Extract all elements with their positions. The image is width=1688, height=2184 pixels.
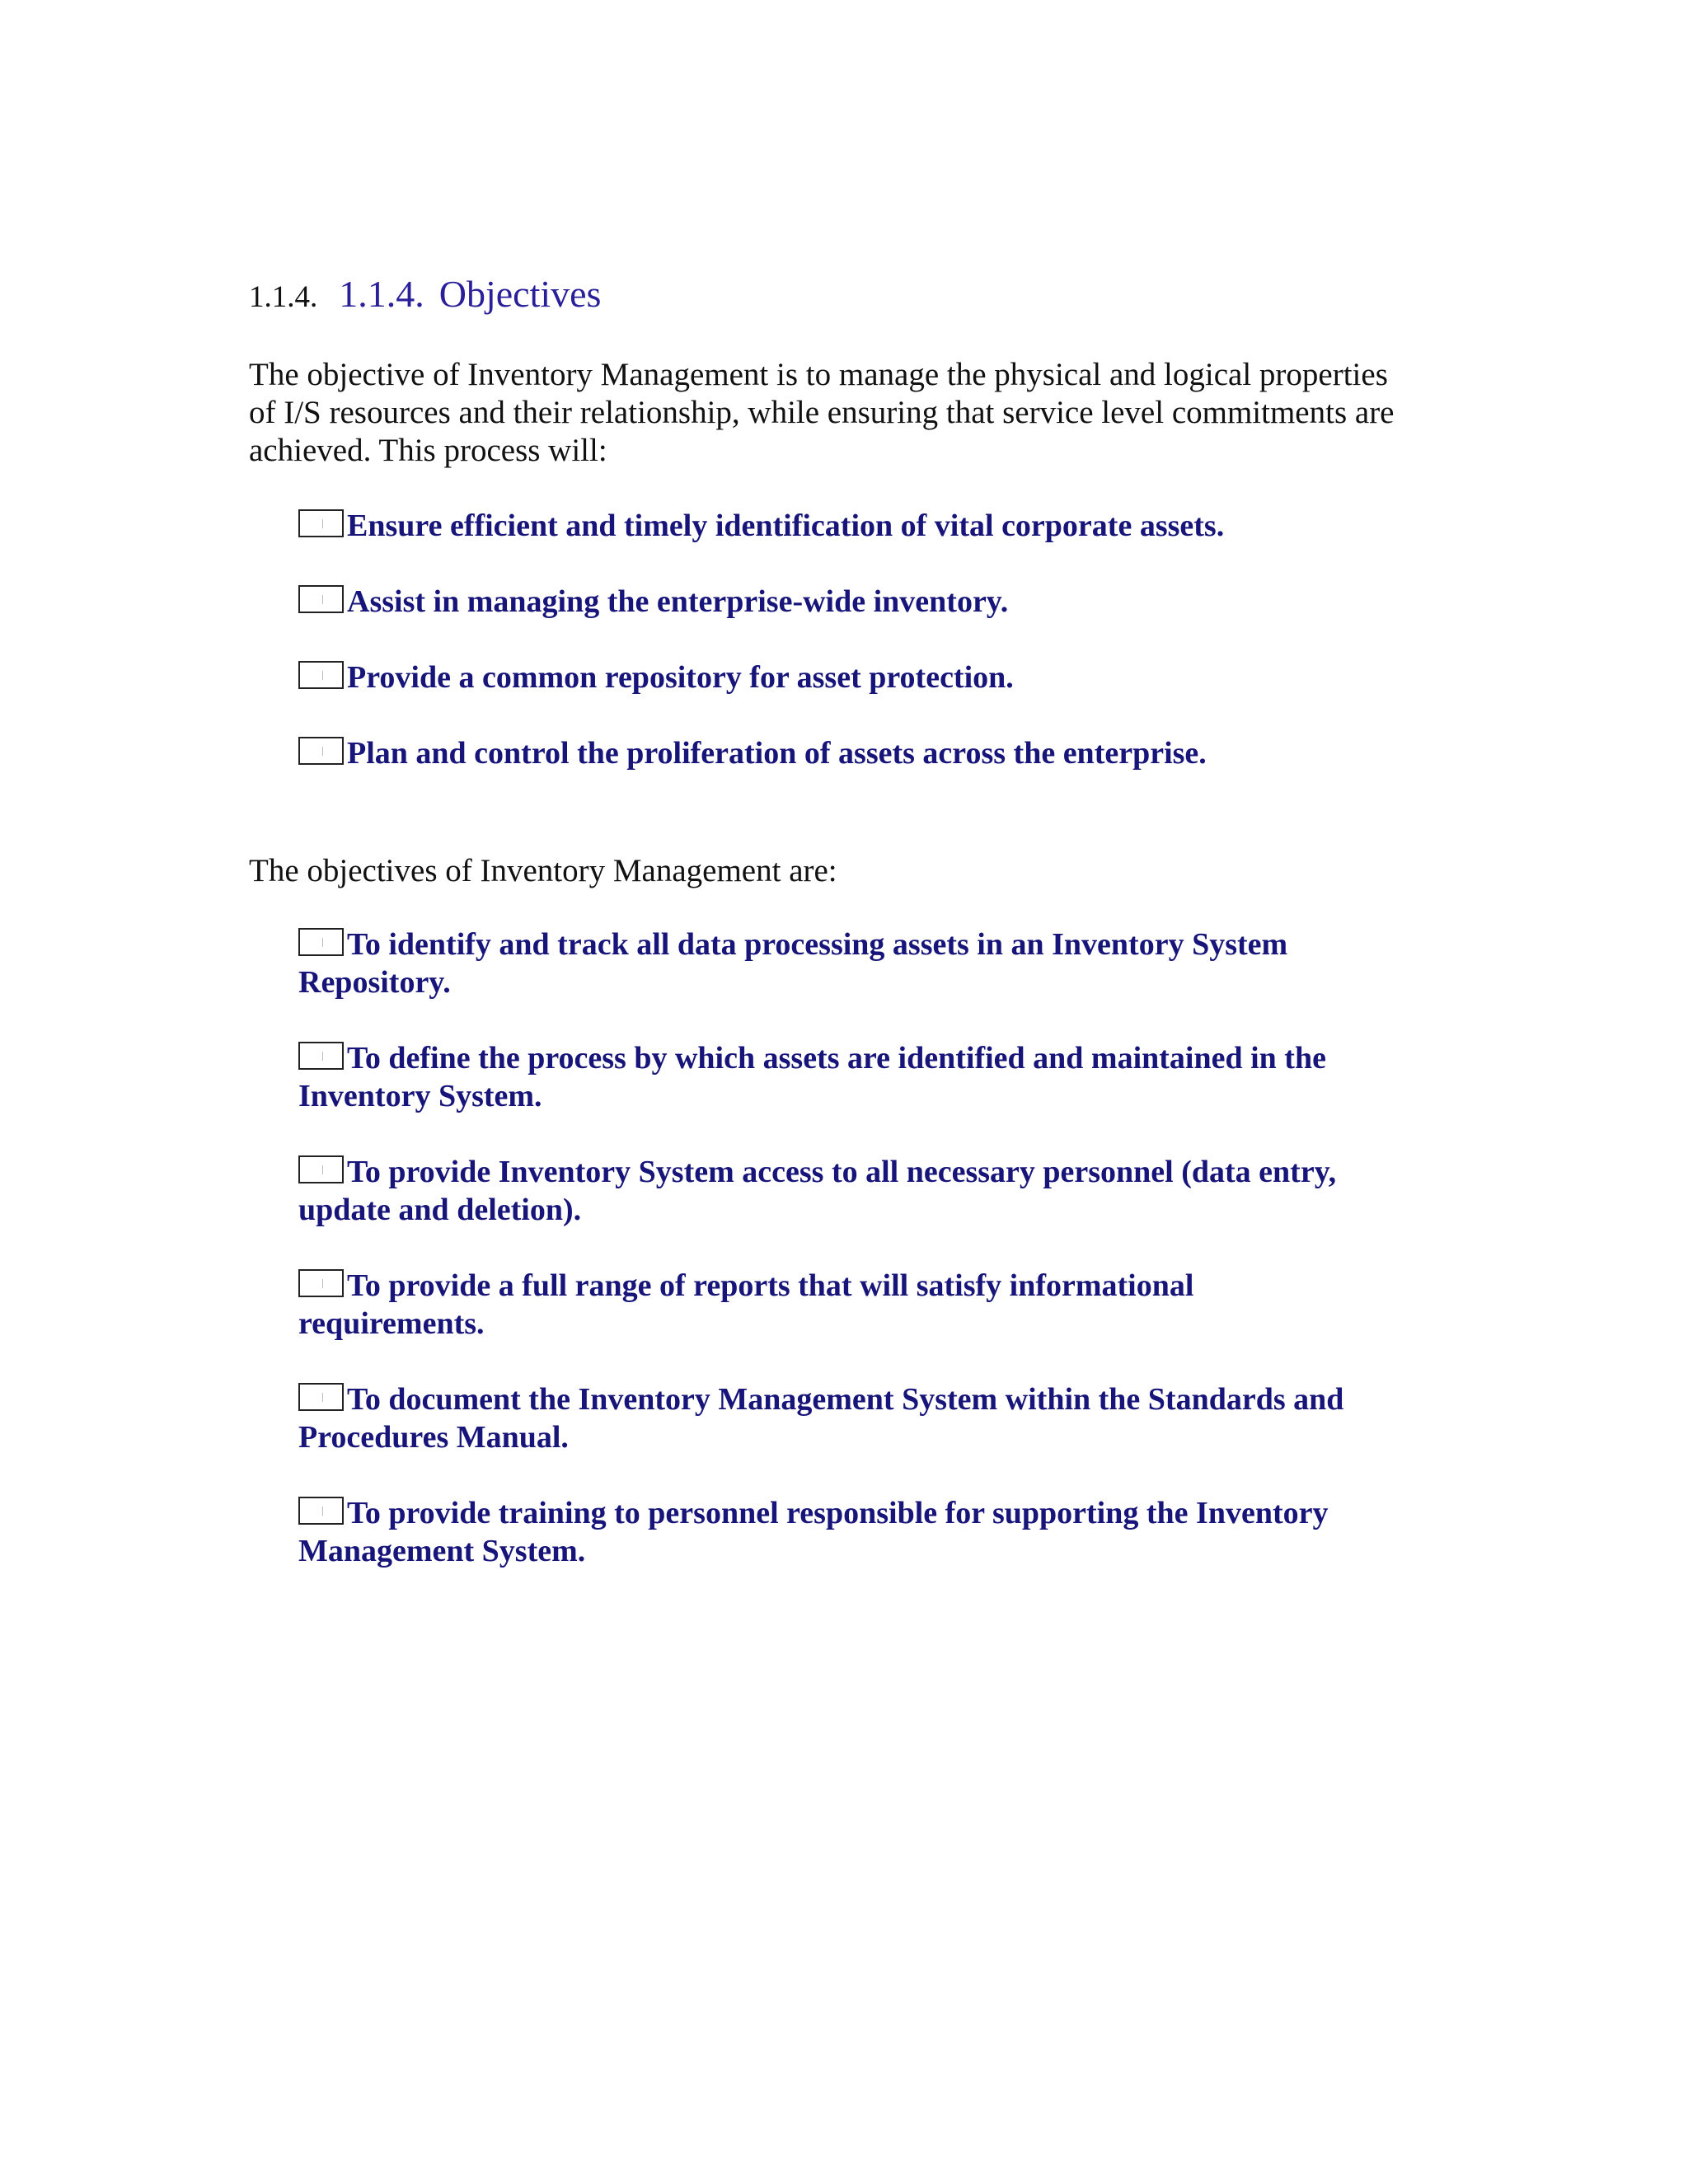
bullet-box-icon xyxy=(298,928,344,956)
intro-line: The objective of Inventory Management is to manage the physical and logical properties xyxy=(249,357,1388,392)
objective-item-text: To provide a full range of reports that will satisfy informational xyxy=(347,1268,1194,1303)
bullet-box-icon xyxy=(298,1269,344,1297)
bullet-box-icon xyxy=(298,509,344,537)
objective-item-text: To define the process by which assets are identified and maintained in the xyxy=(347,1041,1326,1076)
bullet-box-icon xyxy=(298,1155,344,1183)
bullet-box-icon xyxy=(298,1497,344,1525)
bullet-box-icon xyxy=(298,1042,344,1070)
bullet-box-icon xyxy=(298,737,344,765)
process-item xyxy=(298,507,1224,545)
process-item xyxy=(298,734,1207,772)
section-number: 1.1.4. xyxy=(339,273,424,315)
process-item-text: Ensure efficient and timely identification of vital corporate assets. xyxy=(347,509,1225,543)
objective-item-text: Inventory System. xyxy=(298,1079,542,1113)
process-item-text: Assist in managing the enterprise-wide inventory. xyxy=(347,584,1009,619)
objective-item-text: update and deletion). xyxy=(298,1193,582,1227)
intro-line: achieved. This process will: xyxy=(249,433,607,468)
section-heading xyxy=(249,272,601,316)
objective-item xyxy=(298,1494,1328,1570)
objectives-intro xyxy=(249,852,1452,890)
section-number-label: 1.1.4. xyxy=(249,280,318,314)
objectives-intro-text: The objectives of Inventory Management are: xyxy=(249,853,837,888)
objective-item-text: Procedures Manual. xyxy=(298,1420,569,1455)
process-item xyxy=(298,658,1014,696)
objective-item xyxy=(298,1380,1343,1456)
section-title: Objectives xyxy=(438,273,602,315)
objective-item-text: Repository. xyxy=(298,965,451,1000)
bullet-box-icon xyxy=(298,585,344,613)
process-item-text: Plan and control the proliferation of assets across the enterprise. xyxy=(347,736,1207,771)
objective-item xyxy=(298,926,1287,1001)
objective-item xyxy=(298,1153,1336,1229)
bullet-box-icon xyxy=(298,661,344,689)
objective-item-text: To document the Inventory Management System within the Standards and xyxy=(347,1382,1344,1417)
objective-item-text: Management System. xyxy=(298,1534,586,1568)
objective-item-text: To identify and track all data processing assets in an Inventory System xyxy=(347,927,1288,962)
process-item xyxy=(298,583,1008,621)
objective-item xyxy=(298,1267,1193,1343)
objective-item-text: To provide Inventory System access to all necessary personnel (data entry, xyxy=(347,1155,1337,1189)
intro-line: of I/S resources and their relationship, while ensuring that service level commitments are xyxy=(249,395,1395,430)
objective-item-text: To provide training to personnel responsible for supporting the Inventory xyxy=(347,1496,1329,1530)
objective-item xyxy=(298,1039,1326,1115)
bullet-box-icon xyxy=(298,1383,344,1411)
intro-paragraph xyxy=(249,356,1452,470)
process-item-text: Provide a common repository for asset protection. xyxy=(347,660,1014,695)
objective-item-text: requirements. xyxy=(298,1306,485,1341)
